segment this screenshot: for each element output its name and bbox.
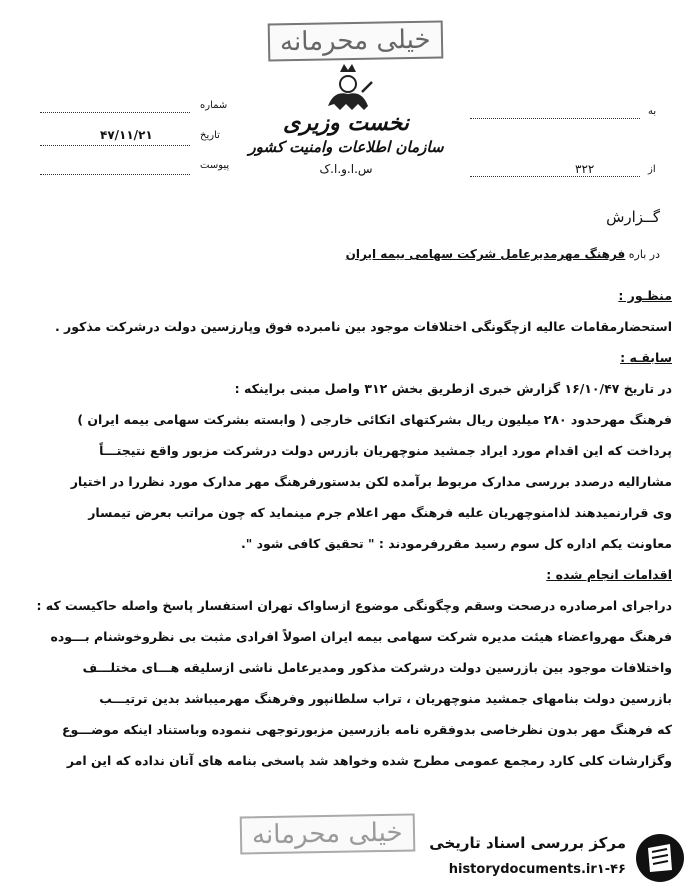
body-line: مشارالیه درصدد بررسی مدارک مربوط برآمده لکن بدستورفرهنگ مهر مدارک مورد نظررا در اختیار [70,474,672,489]
to-label: به [648,106,657,117]
to-line [470,118,640,119]
archive-logo-icon [634,832,686,884]
body-line: وی قرارنمیدهند لذامنوچهریان علیه فرهنگ مهر اعلام جرم مینماید که چون مراتب بعرض تیمسار [88,505,672,520]
archive-url: historydocuments.ir۱-۴۶ [448,862,626,877]
body-line: وگزارشات کلی کارد رمجمع عمومی مطرح شده وخواهد شد پاسخی بنامه های آنان نداده که این امر [66,753,672,768]
from-label: از [648,164,656,175]
subject-text: فرهنگ مهرمدیرعامل شرکت سهامی بیمه ایران [345,247,626,261]
date-value: ۴۷/۱۱/۲۱ [100,128,153,142]
body-line: پرداخت که این اقدام مورد ایراد جمشید منوچهریان بازرس دولت درشرکت مزبور واقع نتیجتـــاً [99,443,672,458]
body-line: استحضارمقامات عالیه ازچگونگی اختلافات موجود بین نامبرده فوق وپارزسین دولت درشرکت مذکور . [54,319,672,334]
letterhead-line-3: س.ا.و.ا.ک [319,162,373,176]
classification-stamp-top: خیلی محرمانه [268,20,443,61]
body-line: منظـور : [618,288,672,303]
archive-name: مرکز بررسی اسناد تاریخی [429,834,626,852]
archive-watermark [402,828,692,888]
body-line: فرهنگ مهرواعضاء هیئت مدیره شرکت سهامی بیمه ایران اصولاً افرادی مثبت بی نظروخوشنام بـــوده [50,629,672,644]
letterhead-line-1: نخست وزیری [283,110,409,136]
attachment-label: پیوست [200,160,230,171]
from-line [470,176,640,177]
body-line: معاونت یکم اداره کل سوم رسید مقررفرمودند : " تحقیق کافی شود ". [240,536,672,551]
number-label: شماره [200,100,228,111]
report-title: گــزارش [606,208,660,226]
body-line: فرهنگ مهرحدود ۲۸۰ میلیون ریال بشرکتهای اتکائی خارجی ( وابسته بشرکت سهامی بیمه ایران ) [77,412,672,427]
body-line: بازرسین دولت بنامهای جمشید منوچهریان ، تراب سلطانپور وفرهنگ مهرمیباشد بدین ترتیـــب [99,691,672,706]
subject-label: در باره [628,248,660,261]
body-line: واختلافات موجود بین بازرسین دولت درشرکت مذکور ومدیرعامل ناشی ازسلیقه هـــای مختلـــف [82,660,672,675]
attachment-line [40,174,190,175]
number-line [40,112,190,113]
date-label: تاریخ [200,130,220,141]
subject-line [230,247,660,261]
body-line: اقدامات انجام شده : [546,567,672,582]
date-line [40,145,190,146]
letterhead-line-2: سازمان اطلاعات وامنیت کشور [248,138,444,156]
body-line: در تاریخ ۱۶/۱۰/۴۷ گزارش خبری ازطریق بخش ۳۱۲ واصل مبنی براینکه : [234,381,672,396]
classification-stamp-bottom: خیلی محرمانه [240,813,415,854]
report-body [34,280,672,776]
body-line: سابقـه : [620,350,672,365]
from-value: ۳۲۲ [575,162,595,176]
agency-letterhead [246,110,446,176]
body-line: دراجرای امرصادره درصحت وسقم وچگونگی موضوع ازساواک تهران استفسار پاسخ واصله حاکیست که : [36,598,672,613]
body-line: که فرهنگ مهر بدون نظرخاصی بدوفقره نامه بازرسین مزبورتوجهی ننموده وباستناد اینکه موضـــوع [62,722,672,737]
